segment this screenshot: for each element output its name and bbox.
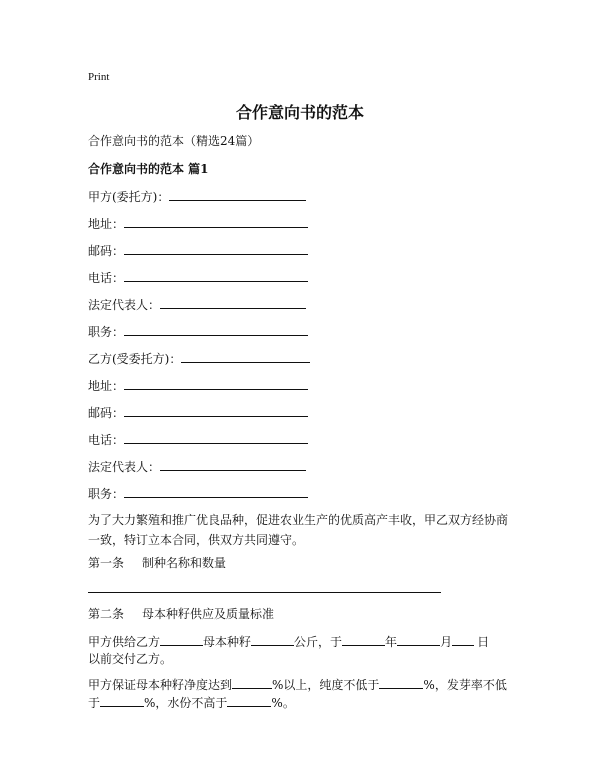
supply-year-blank: [342, 633, 385, 646]
article-1-title: 制种名称和数量: [142, 556, 227, 570]
party-b-phone-label: 电话：: [88, 433, 125, 447]
party-a-position-label: 职务：: [88, 325, 125, 339]
quality-clause-line-1: [88, 676, 507, 693]
party-a-phone-blank: [124, 269, 308, 282]
supply-day-blank: [452, 633, 474, 646]
article-1-heading: [88, 555, 226, 571]
party-b-legal-rep-row: [88, 458, 306, 475]
quality-clause-text-5: %，水份不高于: [144, 696, 228, 710]
party-b-legal-rep-label: 法定代表人：: [88, 460, 161, 474]
article-2-number: 第二条: [88, 607, 125, 621]
document-subtitle: 合作意向书的范本（精选24篇）: [88, 134, 260, 148]
supply-clause-text-6: 日: [477, 635, 490, 649]
party-a-address-blank: [124, 215, 308, 228]
supply-clause-text-3: 公斤，于: [294, 635, 343, 649]
party-b-position-row: [88, 485, 308, 502]
party-a-phone-label: 电话：: [88, 271, 125, 285]
party-a-label: 甲方(委托方)：: [88, 190, 170, 204]
party-a-position-row: [88, 323, 308, 340]
party-b-address-blank: [124, 377, 308, 390]
article-2-heading: [88, 606, 274, 622]
party-b-postcode-row: [88, 404, 308, 421]
section-heading: 合作意向书的范本 篇1: [88, 162, 209, 176]
quality-clause-text-4: 于: [88, 696, 101, 710]
party-b-position-blank: [124, 485, 308, 498]
party-a-legal-rep-label: 法定代表人：: [88, 298, 161, 312]
party-a-position-blank: [124, 323, 308, 336]
party-b-label: 乙方(受委托方)：: [88, 352, 182, 366]
purity-net-blank: [232, 676, 272, 689]
supply-clause-text-2: 母本种籽: [203, 635, 252, 649]
party-b-postcode-label: 邮码：: [88, 406, 125, 420]
article-2-title: 母本种籽供应及质量标准: [142, 607, 275, 621]
party-b-address-row: [88, 377, 308, 394]
supply-month-blank: [397, 633, 440, 646]
party-b-position-label: 职务：: [88, 487, 125, 501]
party-a-postcode-label: 邮码：: [88, 244, 125, 258]
party-b-phone-row: [88, 431, 308, 448]
party-b-phone-blank: [124, 431, 308, 444]
print-label: Print: [88, 71, 110, 83]
document-title: 合作意向书的范本: [235, 103, 364, 122]
party-a-postcode-blank: [124, 242, 308, 255]
party-a-phone-row: [88, 269, 308, 286]
quality-clause-text-3: %，发芽率不低: [423, 678, 507, 692]
quality-clause-line-2: [88, 694, 295, 711]
supply-clause-text-5: 月: [440, 635, 453, 649]
party-b-address-label: 地址：: [88, 379, 125, 393]
quality-clause-text-6: %。: [271, 696, 295, 710]
germination-blank: [100, 694, 144, 707]
quality-clause-text-1: 甲方保证母本种籽净度达到: [88, 678, 233, 692]
quality-clause-text-2: %以上，纯度不低于: [272, 678, 380, 692]
party-a-address-row: [88, 215, 308, 232]
supply-clause-text-4: 年: [385, 635, 398, 649]
purity-blank: [379, 676, 423, 689]
article-1-number: 第一条: [88, 556, 125, 570]
supply-clause-line-1: [88, 633, 489, 650]
party-a-blank: [169, 188, 306, 201]
party-b-legal-rep-blank: [160, 458, 306, 471]
party-a-row: [88, 188, 306, 205]
supply-quantity-blank: [251, 633, 294, 646]
article-1-blank-line: [88, 592, 441, 593]
moisture-blank: [227, 694, 271, 707]
party-a-postcode-row: [88, 242, 308, 259]
party-b-row: [88, 350, 310, 367]
intro-paragraph: 为了大力繁殖和推广优良品种，促进农业生产的优质高产丰收，甲乙双方经协商一致，特订立本合同，供双方共同遵守。: [88, 513, 509, 547]
supply-party-blank: [160, 633, 203, 646]
party-a-legal-rep-blank: [160, 296, 306, 309]
supply-clause-line-2: 以前交付乙方。: [88, 652, 173, 666]
supply-clause-text-1: 甲方供给乙方: [88, 635, 161, 649]
party-a-legal-rep-row: [88, 296, 306, 313]
party-a-address-label: 地址：: [88, 217, 125, 231]
party-b-postcode-blank: [124, 404, 308, 417]
party-b-blank: [181, 350, 310, 363]
